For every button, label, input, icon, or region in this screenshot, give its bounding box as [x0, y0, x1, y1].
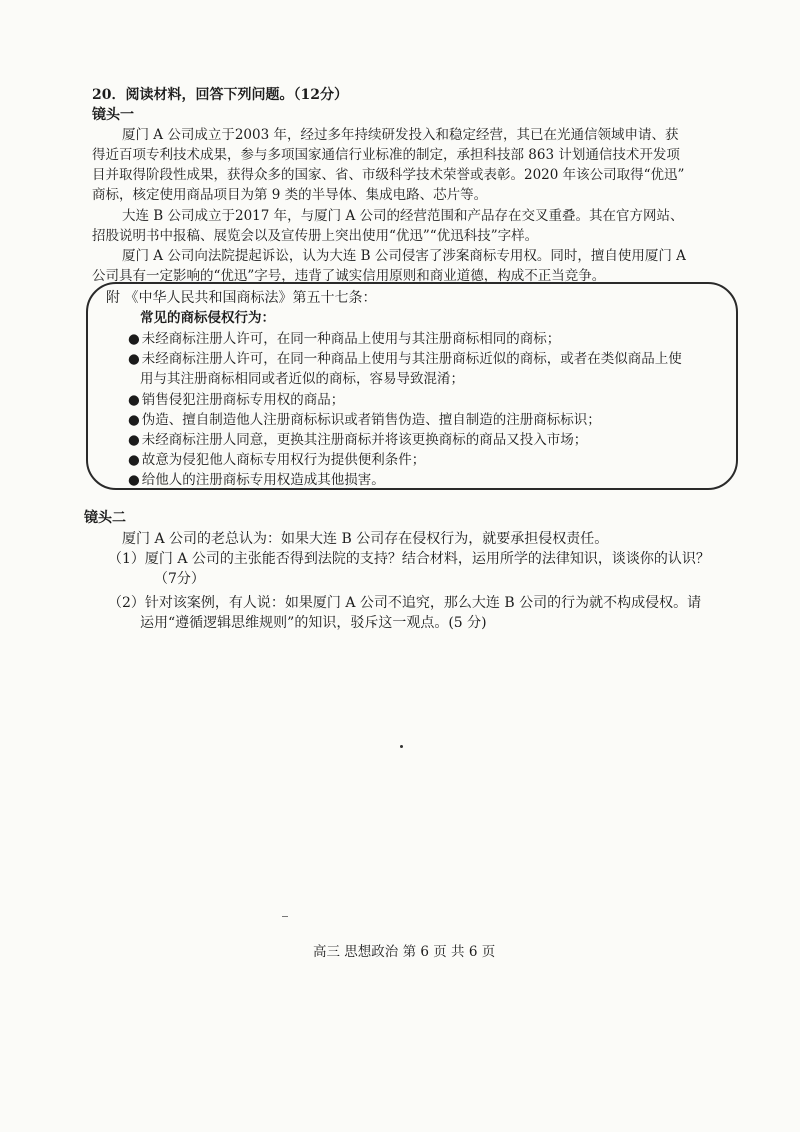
lens1-p3-line2: 公司具有一定影响的“优迅”字号，违背了诚实信用原则和商业道德，构成不正当竞争。	[92, 268, 606, 284]
lens1-p1-line2: 得近百项专利技术成果，参与多项国家通信行业标准的制定，承担科技部 863 计划通信技术开发项	[92, 147, 680, 163]
appendix-item-continued: 用与其注册商标相同或者近似的商标，容易导致混淆；	[140, 371, 464, 387]
appendix-item: ● 未经商标注册人许可，在同一种商品上使用与其注册商标相同的商标；	[128, 330, 560, 348]
appendix-item: ● 伪造、擅自制造他人注册商标标识或者销售伪造、擅自制造的注册商标标识；	[128, 411, 601, 429]
appendix-subtitle: 常见的商标侵权行为：	[140, 310, 275, 326]
lens1-title: 镜头一	[92, 107, 134, 123]
q2-line1: （2）针对该案例，有人说：如果厦门 A 公司不追究，那么大连 B 公司的行为就不构成侵权。请	[108, 595, 702, 611]
q1-line2: （7分）	[154, 571, 205, 587]
lens1-p3-line1: 厦门 A 公司向法院提起诉讼，认为大连 B 公司侵害了涉案商标专用权。同时，擅自使用厦门 A	[122, 248, 686, 264]
lens1-p2-line2: 招股说明书中报稿、展览会以及宣传册上突出使用“优迅”“优迅科技”字样。	[92, 228, 539, 244]
scan-speck	[282, 916, 288, 917]
question-header: 20．阅读材料，回答下列问题。（12分）	[92, 87, 348, 103]
appendix-item: ● 未经商标注册人许可，在同一种商品上使用与其注册商标近似的商标，或者在类似商品上使	[128, 350, 682, 368]
page-footer: 高三 思想政治 第 6 页 共 6 页	[313, 944, 496, 960]
lens1-p2-line1: 大连 B 公司成立于2017 年，与厦门 A 公司的经营范围和产品存在交叉重叠。其在官方网站、	[122, 208, 684, 224]
scan-speck	[400, 745, 403, 748]
lens1-p1-line3: 目并取得阶段性成果，获得众多的国家、省、市级科学技术荣誉或表彰。2020 年该公司取得“优迅”	[92, 167, 685, 183]
appendix-item: ● 销售侵犯注册商标专用权的商品；	[128, 391, 344, 409]
appendix-item: ● 故意为侵犯他人商标专用权行为提供便利条件；	[128, 451, 425, 469]
appendix-item: ● 给他人的注册商标专用权造成其他损害。	[128, 471, 385, 489]
lens2-p1: 厦门 A 公司的老总认为：如果大连 B 公司存在侵权行为，就要承担侵权责任。	[122, 531, 609, 547]
lens1-p1-line1: 厦门 A 公司成立于2003 年，经过多年持续研发投入和稳定经营，其已在光通信领域申请、获	[122, 127, 679, 143]
appendix-title: 附 《中华人民共和国商标法》第五十七条：	[106, 290, 377, 306]
lens2-title: 镜头二	[84, 510, 126, 526]
q1-line1: （1）厦门 A 公司的主张能否得到法院的支持？结合材料，运用所学的法律知识，谈谈你的认识？	[108, 551, 710, 567]
lens1-p1-line4: 商标，核定使用商品项目为第 9 类的半导体、集成电路、芯片等。	[92, 187, 488, 203]
appendix-item: ● 未经商标注册人同意，更换其注册商标并将该更换商标的商品又投入市场；	[128, 431, 587, 449]
q2-line2: 运用“遵循逻辑思维规则”的知识，驳斥这一观点。(5 分)	[140, 615, 487, 631]
